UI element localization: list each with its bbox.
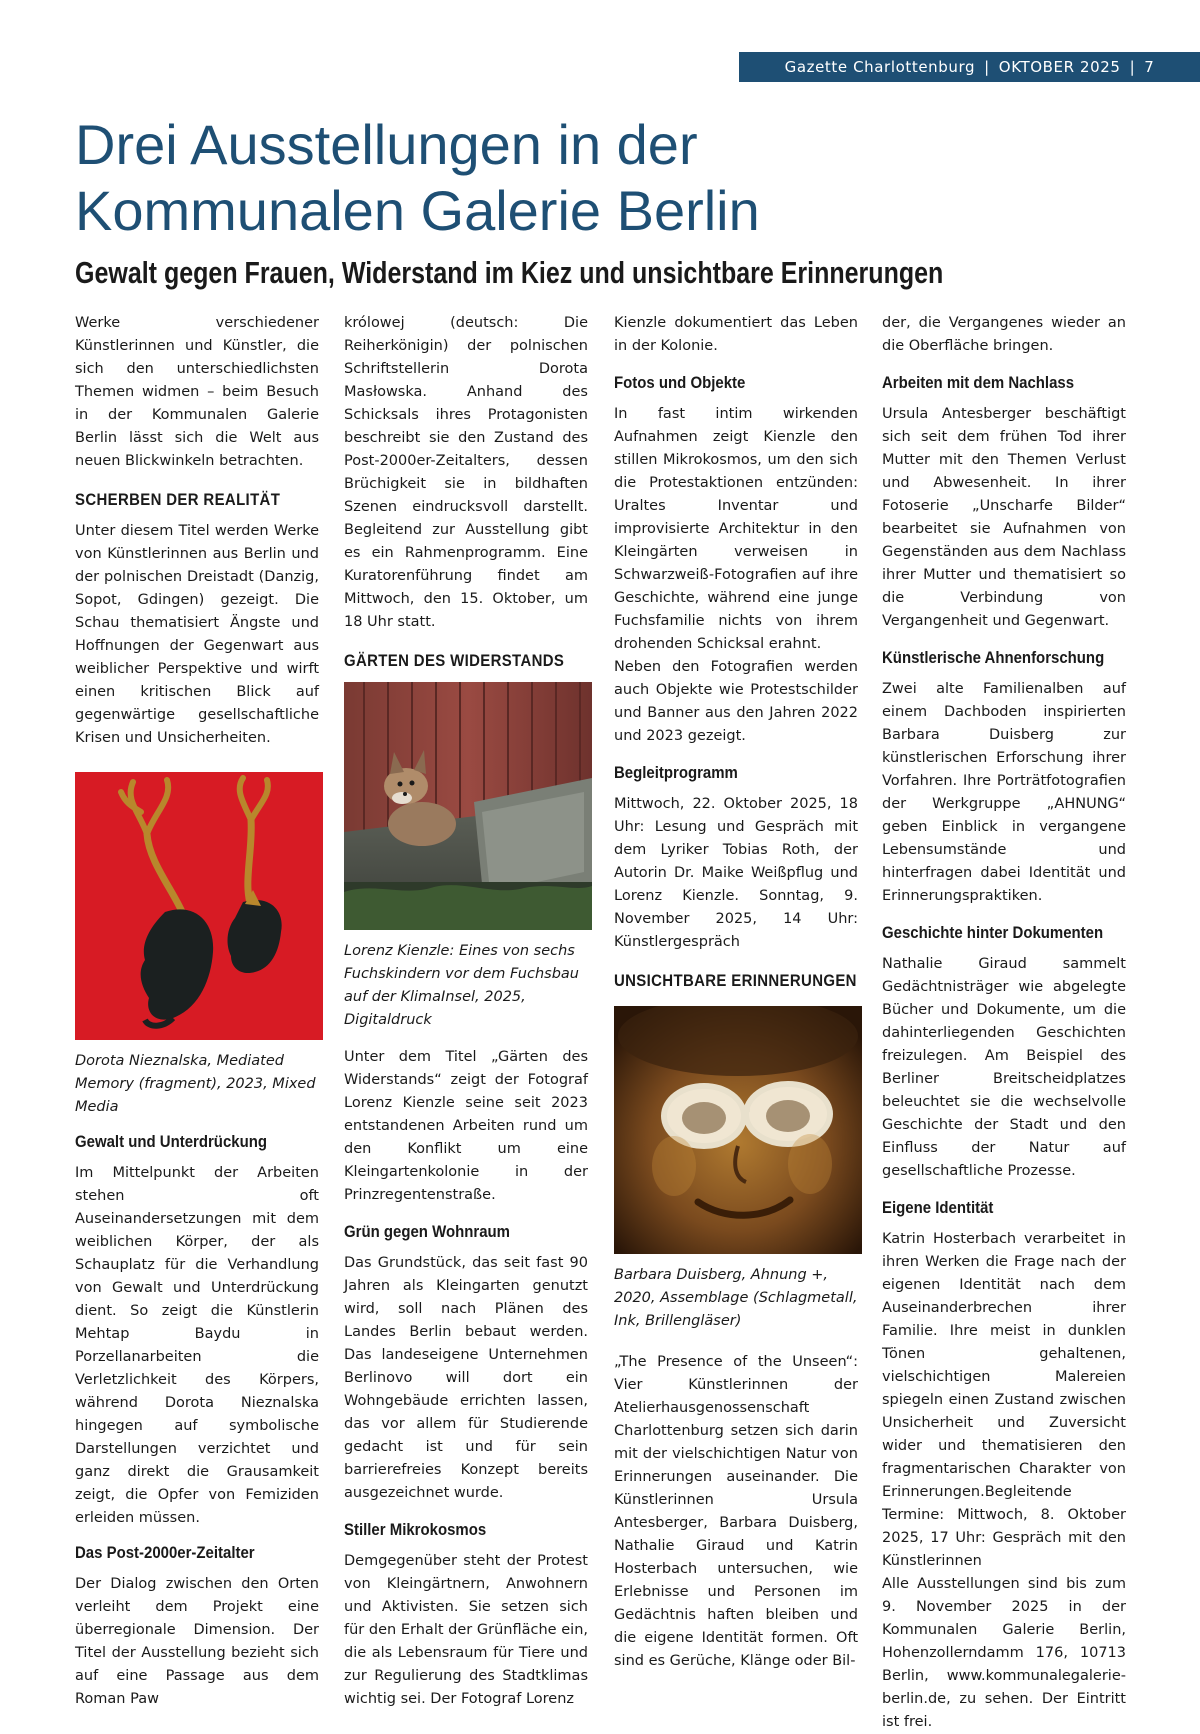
column-4 xyxy=(882,312,1126,1734)
headline-line: Drei Ausstellungen in der xyxy=(75,113,698,176)
section-heading: Stiller Mikrokosmos xyxy=(344,1520,487,1539)
header-separator: | xyxy=(1129,58,1136,76)
body-paragraph: Demgegenüber steht der Protest von Kleingärtnern, Anwohnern und Aktivisten. Sie setzen sich für den Erhalt der Grünfläche ein, die als Lebensraum für Tiere und zur Regulierung des Stadtklimas wichtig sei. Der Fotograf Lorenz xyxy=(344,1553,588,1707)
body-paragraph: Das Grundstück, das seit fast 90 Jahren als Kleingarten genutzt wird, soll nach Plänen des Landes Berlin bebaut werden. Das landeseigene Unternehmen Berlinovo will dort ein Wohngebäude errichten lassen, das vor allem für Studierende gedacht ist und für sein barrierefreies Konzept bereits ausgezeichnet wurde. xyxy=(344,1255,588,1501)
column-3 xyxy=(614,312,858,1673)
photo-caption: Dorota Nieznalska, Mediated Memory (fragment), 2023, Mixed Media xyxy=(75,1053,316,1115)
article-subheadline: Gewalt gegen Frauen, Widerstand im Kiez und unsichtbare Erinnerungen xyxy=(75,256,944,290)
section-heading: Arbeiten mit dem Nachlass xyxy=(882,373,1075,392)
body-paragraph: Mittwoch, 22. Oktober 2025, 18 Uhr: Lesung und Gespräch mit dem Lyriker Tobias Roth, der Autorin Dr. Maike Weißpflug und Lorenz Kienzle. Sonntag, 9. November 2025, 14 Uhr: Künstlergespräch xyxy=(614,796,858,950)
body-paragraph: Katrin Hosterbach verarbeitet in ihren Werken die Frage nach der eigenen Identität nach dem Auseinanderbrechen ihrer Familie. Ihre meist in dunklen Tönen gehaltenen, vielschichtigen Malereien spiegeln einen Zustand zwischen Unsicherheit und Zuversicht wider und thematisieren den fragmentarischen Charakter von Erinnerungen.Begleitende Termine: Mittwoch, 8. Oktober 2025, 17 Uhr: Gespräch mit den Künstlerinnen xyxy=(882,1231,1126,1569)
publication-name: Gazette Charlottenburg xyxy=(784,58,976,76)
body-paragraph: Ursula Antesberger beschäftigt sich seit dem frühen Tod ihrer Mutter mit den Themen Verlust und Abwesenheit. In ihrer Fotoserie „Unscharfe Bilder“ bearbeitet sie Aufnahmen von Gegenständen aus dem Nachlass ihrer Mutter und thematisiert so die Verbindung von Vergangenheit und Gegenwart. xyxy=(882,406,1126,629)
body-paragraph: Unter dem Titel „Gärten des Widerstands“ zeigt der Fotograf Lorenz Kienzle seine seit 2023 entstandenen Arbeiten rund um den Konflikt um eine Kleingartenkolonie in der Prinzregentenstraße. xyxy=(344,1049,588,1203)
headline-line: Kommunalen Galerie Berlin xyxy=(75,179,760,242)
body-paragraph: „The Presence of the Unseen“: Vier Künstlerinnen der Atelierhausgenossenschaft Charlottenburg setzen sich darin mit der vielschichtigen Natur von Erinnerungen auseinander. Die Künstlerinnen Ursula Antesberger, Barbara Duisberg, Nathalie Giraud und Katrin Hosterbach untersuchen, wie Erlebnisse und Personen im Gedächtnis haften bleiben und die eigene Identität formen. Oft sind es Gerüche, Klänge oder Bil- xyxy=(614,1354,858,1669)
column-1 xyxy=(75,312,319,1711)
body-paragraph: królowej (deutsch: Die Reiherkönigin) der polnischen Schriftstellerin Dorota Masłowska. Anhand des Schicksals ihres Protagonisten beschreibt sie den Zustand des Post-2000er-Zeitalters, dessen Brüchigkeit sie in bildhaften Szenen eindrucksvoll darstellt. Begleitend zur Ausstellung gibt es ein Rahmenprogramm. Eine Kuratorenführung findet am Mittwoch, den 15. Oktober, um 18 Uhr statt. xyxy=(344,315,588,630)
page-number: 7 xyxy=(1144,58,1155,76)
article-headline xyxy=(75,112,1135,244)
fox-cub-image xyxy=(344,682,592,930)
photo-caption: Barbara Duisberg, Ahnung +, 2020, Assemblage (Schlagmetall, Ink, Brillengläser) xyxy=(614,1267,858,1329)
glasses-portrait-image xyxy=(614,1006,862,1254)
section-heading: UNSICHTBARE ERINNERUNGEN xyxy=(614,971,857,990)
body-paragraph: Der Dialog zwischen den Orten verleiht dem Projekt eine überregionale Dimension. Der Titel der Ausstellung bezieht sich auf eine Passage aus dem Roman Paw xyxy=(75,1576,319,1707)
glasses-portrait-photo xyxy=(614,1006,862,1254)
section-heading: Grün gegen Wohnraum xyxy=(344,1222,510,1241)
body-paragraph: Unter diesem Titel werden Werke von Künstlerinnen aus Berlin und der polnischen Dreistadt (Danzig, Sopot, Gdingen) gezeigt. Die Schau thematisiert Ängste und Hoffnungen der Gegenwart aus weiblicher Perspektive und wirft einen kritischen Blick auf gegenwärtige gesellschaftliche Krisen und Unsicherheiten. xyxy=(75,523,319,746)
body-paragraph: Im Mittelpunkt der Arbeiten stehen oft Auseinandersetzungen mit dem weiblichen Körper, der als Schauplatz für die Verhandlung von Gewalt und Unterdrückung dient. So zeigt die Künstlerin Mehtap Baydu in Porzellanarbeiten die Verletzlichkeit des Körpers, während Dorota Nieznalska hingegen auf symbolische Darstellungen verzichtet und ganz direkt die Grausamkeit zeigt, die Opfer von Femiziden erleiden müssen. xyxy=(75,1165,319,1526)
hands-sculpture-image xyxy=(75,772,323,1040)
section-heading: GÄRTEN DES WIDERSTANDS xyxy=(344,651,565,670)
header-separator: | xyxy=(984,58,990,76)
hands-sculpture-photo xyxy=(75,772,323,1040)
section-heading: Fotos und Objekte xyxy=(614,373,746,392)
body-paragraph: Alle Ausstellungen sind bis zum 9. November 2025 in der Kommunalen Galerie Berlin, Hohenzollerndamm 176, 10713 Berlin, www.kommunalegalerie-berlin.de, zu sehen. Der Eintritt ist frei. xyxy=(882,1576,1126,1730)
body-paragraph: Neben den Fotografien werden auch Objekte wie Protestschilder und Banner aus den Jahren 2022 und 2023 gezeigt. xyxy=(614,659,858,744)
issue-date: OKTOBER 2025 xyxy=(998,58,1121,76)
body-paragraph: In fast intim wirkenden Aufnahmen zeigt Kienzle den stillen Mikrokosmos, um den sich die Protestaktionen entzünden: Uraltes Inventar und improvisierte Architektur in den Kleingärten verweisen in Schwarzweiß-Fotografien auf ihre Geschichte, während eine junge Fuchsfamilie nichts von ihrem drohenden Schicksal erahnt. xyxy=(614,406,858,652)
body-paragraph: Kienzle dokumentiert das Leben in der Kolonie. xyxy=(614,315,858,354)
section-heading: Geschichte hinter Dokumenten xyxy=(882,923,1104,942)
section-heading: Begleitprogramm xyxy=(614,763,738,782)
body-paragraph: Zwei alte Familienalben auf einem Dachboden inspirierten Barbara Duisberg zur künstlerischen Erforschung ihrer Vorfahren. Ihre Porträtfotografien der Werkgruppe „AHNUNG“ geben Einblick in vergangene Lebensumstände und hinterfragen dabei Identität und Erinnerungspraktiken. xyxy=(882,681,1126,904)
intro-paragraph: Werke verschiedener Künstlerinnen und Künstler, die sich den unterschiedlichsten Themen widmen – beim Besuch in der Kommunalen Galerie Berlin lässt sich die Welt aus neuen Blickwinkeln betrachten. xyxy=(75,315,319,469)
fox-cub-photo xyxy=(344,682,592,930)
section-heading: Künstlerische Ahnenforschung xyxy=(882,648,1105,667)
section-heading: SCHERBEN DER REALITÄT xyxy=(75,490,281,509)
section-heading: Eigene Identität xyxy=(882,1198,994,1217)
column-2 xyxy=(344,312,588,1711)
body-paragraph: Nathalie Giraud sammelt Gedächtnisträger wie abgelegte Bücher und Dokumente, um die dahinterliegenden Geschichten freizulegen. Am Beispiel des Berliner Breitscheidplatzes beleuchtet sie die wechselvolle Geschichte der Stadt und den Einfluss der Natur auf gesellschaftliche Prozesse. xyxy=(882,956,1126,1179)
body-paragraph: der, die Vergangenes wieder an die Oberfläche bringen. xyxy=(882,315,1126,354)
section-heading: Das Post-2000er-Zeitalter xyxy=(75,1543,255,1562)
page-header xyxy=(739,52,1200,82)
section-heading: Gewalt und Unterdrückung xyxy=(75,1132,268,1151)
photo-caption: Lorenz Kienzle: Eines von sechs Fuchskindern vor dem Fuchsbau auf der KlimaInsel, 2025, Digitaldruck xyxy=(344,943,579,1028)
